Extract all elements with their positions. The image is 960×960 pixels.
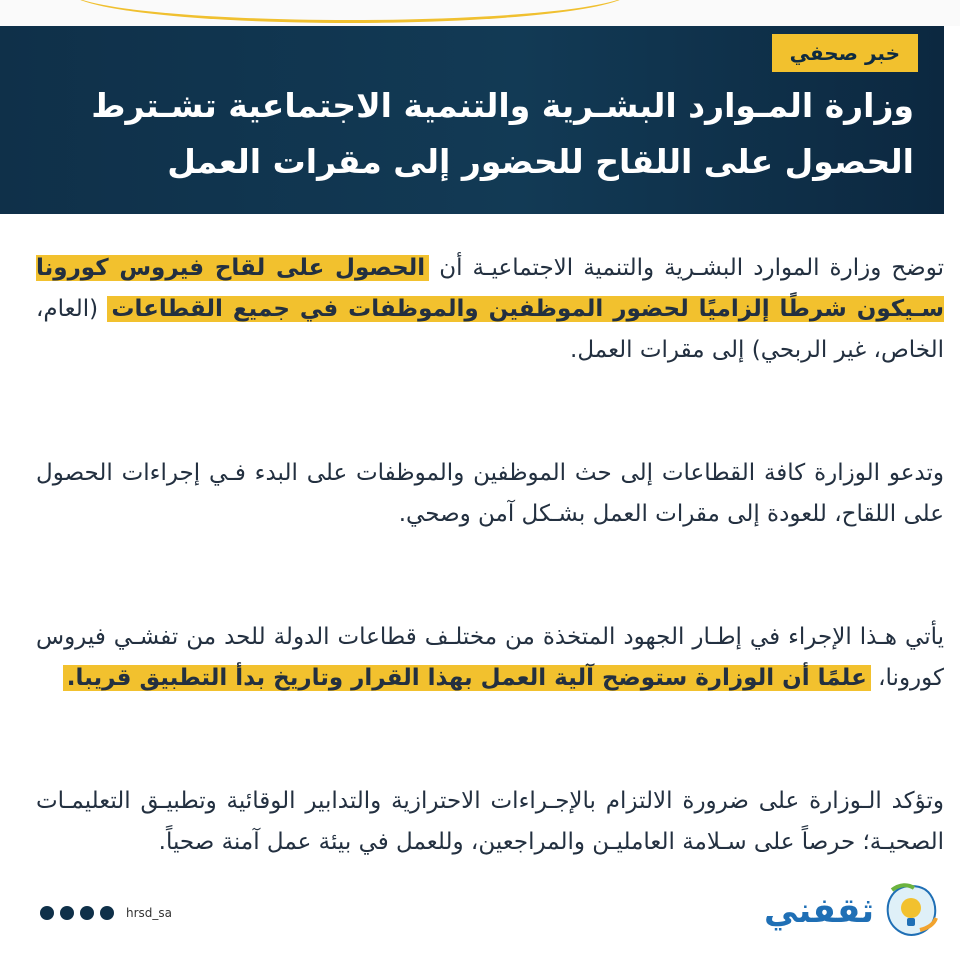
paragraph-4: وتؤكد الـوزارة على ضرورة الالتزام بالإجـراءات الاحترازية والتدابير الوقائية وتطبيـق التعليمـات الصحيـة؛ حرصاً على سـلامة العامليـن والمراجعين، وللعمل في بيئة عمل آمنة صحياً. [36,788,944,855]
paragraph-1 [36,248,944,371]
top-strip [0,0,960,26]
headline: وزارة المـوارد البشـرية والتنمية الاجتماعية تشـترط الحصول على اللقاح للحضور إلى مقرات العمل [91,86,914,181]
press-release-tag: خبر صحفي [772,34,918,72]
article-body [36,248,944,945]
thaqafni-logo [764,880,942,942]
social-handle: hrsd_sa [126,906,173,920]
paragraph-1-text-b: (العام، الخاص، غير الربحي) إلى مقرات العمل. [36,296,944,363]
paragraph-3 [36,617,944,699]
lightbulb-icon [880,880,942,942]
paragraph-1-highlight: الحصول على لقاح فيروس كورونا سـيكون شرطًا إلزاميًا لحضور الموظفين والموظفات في جميع القطاعات [36,255,944,322]
headline-banner [0,26,944,214]
paragraph-1-text-a: توضح وزارة الموارد البشـرية والتنمية الاجتماعيـة أن [429,255,944,281]
youtube-icon[interactable] [60,906,74,920]
paragraph-2: وتدعو الوزارة كافة القطاعات إلى حث الموظفين والموظفات على البدء فـي إجراءات الحصول على اللقاح، للعودة إلى مقرات العمل بشـكل آمن وصحي. [36,460,944,527]
social-footer [40,906,172,920]
paragraph-3-highlight: علمًا أن الوزارة ستوضح آلية العمل بهذا القرار وتاريخ بدأ التطبيق قريبا. [63,665,871,691]
facebook-icon[interactable] [80,906,94,920]
instagram-icon[interactable] [100,906,114,920]
logo-text: ثقفني [764,891,874,931]
decorative-arc [70,0,630,23]
twitter-icon[interactable] [40,906,54,920]
paragraph-3-text-a: يأتي هـذا الإجراء في إطـار الجهود المتخذة من مختلـف قطاعات الدولة للحد من تفشـي فيروس كورونا، [36,624,944,691]
